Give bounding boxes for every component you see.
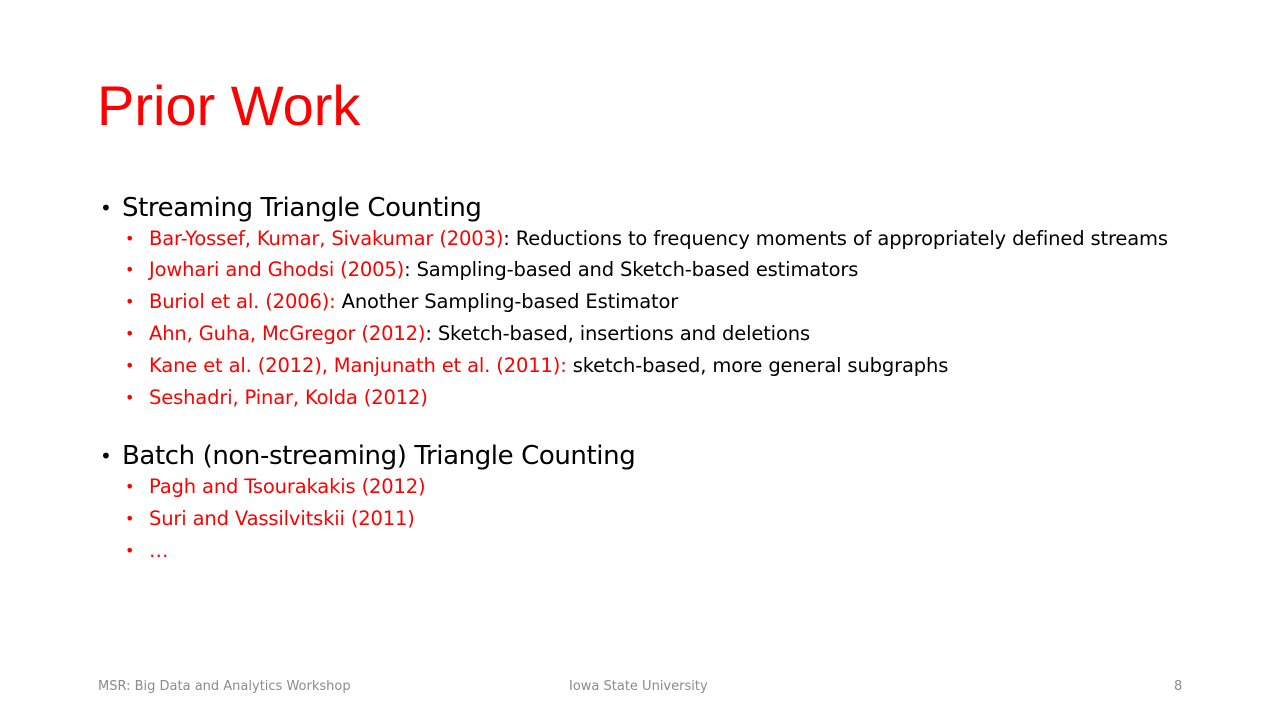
reference-citation: Kane et al. (2012), Manjunath et al. (2011): <box>149 354 573 377</box>
reference-citation: Seshadri, Pinar, Kolda (2012) <box>149 386 428 409</box>
bullet-icon: • <box>125 324 135 343</box>
bullet-icon: • <box>125 541 135 560</box>
reference-description: sketch-based, more general subgraphs <box>572 354 949 377</box>
reference-ellipsis: … <box>149 539 169 562</box>
reference-separator: : <box>503 227 516 250</box>
section-heading: Streaming Triangle Counting <box>122 193 482 223</box>
reference-item <box>122 354 1190 378</box>
reference-separator: : <box>404 258 417 281</box>
reference-separator: : <box>425 322 438 345</box>
reference-item <box>122 475 1190 499</box>
bullet-icon: • <box>125 260 135 279</box>
reference-citation: Ahn, Guha, McGregor (2012) <box>149 322 426 345</box>
bullet-icon: • <box>125 229 135 248</box>
reference-description: Sketch-based, insertions and deletions <box>437 322 810 345</box>
footer-event: MSR: Big Data and Analytics Workshop <box>98 679 351 694</box>
reference-item <box>122 386 1190 410</box>
reference-description: Another Sampling-based Estimator <box>341 290 679 313</box>
slide-title: Prior Work <box>97 74 361 137</box>
reference-item <box>122 290 1190 314</box>
bullet-icon: • <box>125 509 135 528</box>
reference-item <box>122 507 1190 531</box>
bullet-icon: • <box>100 444 112 468</box>
bullet-icon: • <box>100 196 112 220</box>
reference-citation: Jowhari and Ghodsi (2005) <box>149 258 405 281</box>
reference-citation: Buriol et al. (2006): <box>149 290 342 313</box>
reference-citation: Suri and Vassilvitskii (2011) <box>149 507 415 530</box>
section-heading: Batch (non-streaming) Triangle Counting <box>122 441 636 471</box>
reference-citation: Pagh and Tsourakakis (2012) <box>149 475 426 498</box>
section-streaming <box>100 190 1190 410</box>
reference-description: Sampling-based and Sketch-based estimators <box>416 258 859 281</box>
reference-citation: Bar-Yossef, Kumar, Sivakumar (2003) <box>149 227 504 250</box>
reference-item <box>122 322 1190 346</box>
reference-item <box>122 258 1190 282</box>
reference-item <box>122 227 1190 250</box>
reference-list <box>122 227 1190 410</box>
slide-number: 8 <box>1174 679 1183 694</box>
bullet-icon: • <box>125 356 135 375</box>
footer-institution: Iowa State University <box>569 679 708 694</box>
slide-content <box>100 190 1190 591</box>
reference-item <box>122 539 1190 563</box>
reference-list <box>122 475 1190 563</box>
bullet-icon: • <box>125 477 135 496</box>
reference-description: Reductions to frequency moments of appropriately defined streams <box>515 227 1168 250</box>
section-batch <box>100 438 1190 563</box>
bullet-icon: • <box>125 388 135 407</box>
bullet-icon: • <box>125 292 135 311</box>
